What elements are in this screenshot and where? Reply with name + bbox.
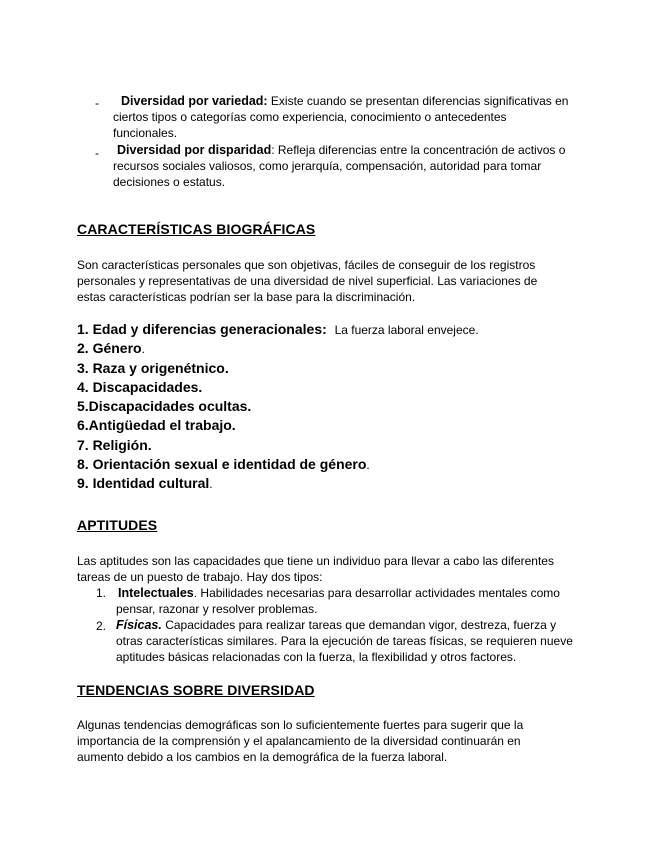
bullet-marker: - (95, 96, 99, 110)
section-intro-bio: Son características personales que son objetivas, fáciles de conseguir de los registros personales y representativas de una diversidad de nivel superficial. Las variaciones de estas características podrían ser la base para la discriminación. (77, 258, 538, 304)
bio-list (77, 320, 577, 494)
apt-item-intelectuales (116, 585, 576, 617)
apt-item-text: Capacidades para realizar tareas que demandan vigor, destreza, fuerza y otras características similares. Para la ejecución de tareas físicas, se requieren nueve aptitudes básicas relacionadas con la fuerza, la flexibilidad y otros factores. (116, 618, 573, 664)
apt-item-number: 2. (96, 619, 107, 633)
bio-item (77, 397, 577, 416)
apt-item-text: . Habilidades necesarias para desarrollar actividades mentales como pensar, razonar y resolver problemas. (116, 586, 560, 616)
bio-item-label: 3. Raza y origenétnico. (77, 359, 229, 376)
bio-item-desc: . (366, 458, 370, 473)
bio-item (77, 416, 577, 435)
section-heading-bio: CARACTERÍSTICAS BIOGRÁFICAS (77, 221, 316, 237)
apt-item-term: Intelectuales (118, 586, 194, 600)
bio-item-label: 4. Discapacidades. (77, 378, 203, 395)
section-intro-apt: Las aptitudes son las capacidades que tiene un individuo para llevar a cabo las diferentes tareas de un puesto de trabajo. Hay dos tipos: (77, 554, 554, 584)
section-heading-apt: APTITUDES (77, 517, 158, 533)
bullet-disparidad (113, 142, 573, 190)
bio-item-label: 8. Orientación sexual e identidad de género (77, 456, 367, 473)
bio-item-label: 9. Identidad cultural (77, 475, 210, 492)
bio-item (77, 378, 577, 397)
bio-item-desc: La fuerza laboral envejece. (334, 323, 479, 337)
bio-item-label: 7. Religión. (77, 436, 152, 453)
bio-item (77, 339, 577, 358)
section-intro-trends: Algunas tendencias demográficas son lo suficientemente fuertes para sugerir que la importancia de la comprensión y el apalancamiento de la diversidad continuarán en aumento debido a los cambios en la demográfica de la fuerza laboral. (77, 718, 524, 764)
bullet-text: Existe cuando se presentan diferencias significativas en ciertos tipos o categorías como experiencia, conocimiento o antecedentes funcionales. (113, 94, 569, 140)
bio-item (77, 455, 577, 474)
bio-item (77, 320, 577, 339)
bio-item (77, 436, 577, 455)
bio-item (77, 474, 577, 493)
apt-item-fisicas (116, 617, 576, 665)
bio-item-label: 2. Género (77, 340, 142, 357)
bio-item-desc: . (209, 477, 213, 492)
apt-item-term: Físicas. (116, 618, 162, 632)
bio-item-label: 6.Antigüedad el trabajo. (77, 417, 236, 434)
bullet-term: Diversidad por disparidad (117, 143, 272, 157)
bullet-text: : Refleja diferencias entre la concentración de activos o recursos sociales valiosos, como jerarquía, compensación, autoridad para tomar decisiones o estatus. (113, 143, 566, 189)
bullet-variedad (113, 93, 573, 141)
bullet-term: Diversidad por variedad: (121, 94, 268, 108)
bio-item-desc: . (141, 342, 145, 357)
bio-item-label: 1. Edad y diferencias generacionales: (77, 321, 327, 337)
apt-item-number: 1. (96, 586, 107, 600)
bio-item (77, 359, 577, 378)
section-heading-trends: TENDENCIAS SOBRE DIVERSIDAD (77, 682, 315, 698)
bio-item-label: 5.Discapacidades ocultas. (77, 398, 252, 415)
bullet-marker: - (95, 146, 99, 160)
